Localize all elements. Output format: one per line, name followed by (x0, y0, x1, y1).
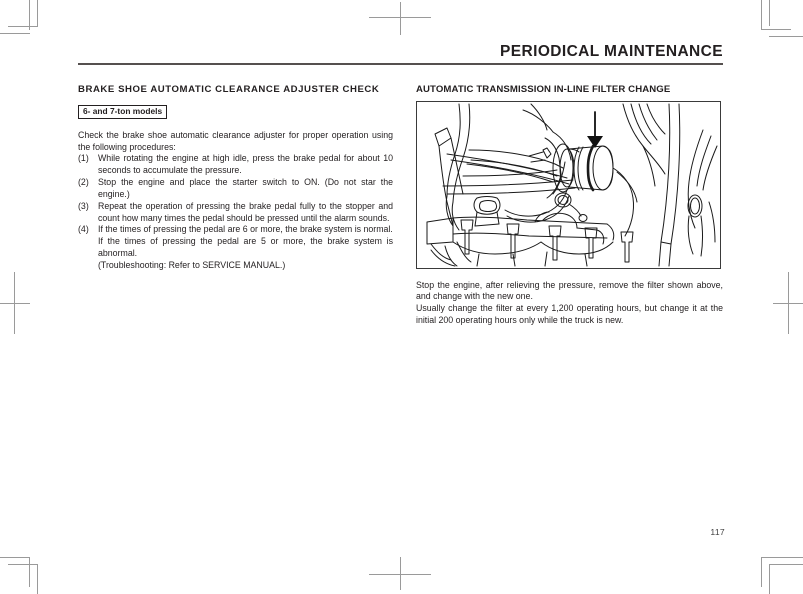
crop-mark-left-middle (0, 272, 30, 334)
step-subline: If the times of pressing the pedal are 5 or more, the brake system is abnormal. (98, 236, 393, 259)
procedure-intro: Check the brake shoe automatic clearance adjuster for proper operation using the following procedures: (78, 129, 393, 152)
crop-mark-bottom-left (0, 550, 40, 590)
model-applicability-badge: 6- and 7-ton models (78, 105, 167, 119)
procedure-step-list (78, 153, 393, 271)
list-item (78, 153, 393, 177)
step-subline-troubleshooting: (Troubleshooting: Refer to SERVICE MANUAL.) (98, 259, 286, 270)
section-title-brake-shoe: BRAKE SHOE AUTOMATIC CLEARANCE ADJUSTER CHECK (78, 84, 380, 95)
caption-paragraph: Stop the engine, after relieving the pressure, remove the filter shown above, and change with the new one. (416, 279, 723, 302)
filter-change-caption (416, 280, 723, 327)
list-item (78, 224, 393, 271)
step-marker: (3) (78, 200, 89, 211)
step-marker: (4) (78, 224, 89, 235)
engine-compartment-line-drawing (417, 102, 720, 268)
step-marker: (1) (78, 153, 89, 164)
right-column (416, 84, 723, 327)
crop-mark-top-center (369, 2, 431, 40)
section-title-filter-change: AUTOMATIC TRANSMISSION IN-LINE FILTER CHANGE (416, 84, 671, 95)
step-text: Repeat the operation of pressing the brake pedal fully to the stopper and count how many times the pedal should be pressed until the alarm sounds. (98, 200, 393, 223)
step-text: If the times of pressing the pedal are 6 or more, the brake system is normal. (98, 224, 393, 235)
crop-mark-top-left (0, 0, 40, 40)
brake-shoe-procedure (78, 130, 393, 272)
step-text: While rotating the engine at high idle, press the brake pedal for about 10 seconds to accumulate the pressure. (98, 153, 393, 176)
step-marker: (2) (78, 177, 89, 188)
left-column (78, 84, 393, 272)
transmission-filter-illustration (416, 101, 721, 269)
caption-paragraph: Usually change the filter at every 1,200 operating hours, but change it at the initial 200 operating hours only while the truck is new. (416, 303, 723, 325)
crop-mark-right-middle (773, 272, 803, 334)
step-text: Stop the engine and place the starter switch to ON. (Do not star the engine.) (98, 177, 393, 199)
crop-mark-bottom-right (743, 550, 803, 590)
down-arrow-pointing-at-filter (587, 112, 603, 148)
list-item (78, 177, 393, 201)
page-header (78, 44, 723, 65)
header-divider (78, 63, 723, 65)
crop-mark-top-right (743, 0, 803, 40)
page-number: 117 (710, 527, 725, 537)
page-title: PERIODICAL MAINTENANCE (500, 43, 723, 60)
crop-mark-bottom-center (369, 552, 431, 590)
step-text-group (98, 224, 393, 271)
list-item (78, 201, 393, 225)
